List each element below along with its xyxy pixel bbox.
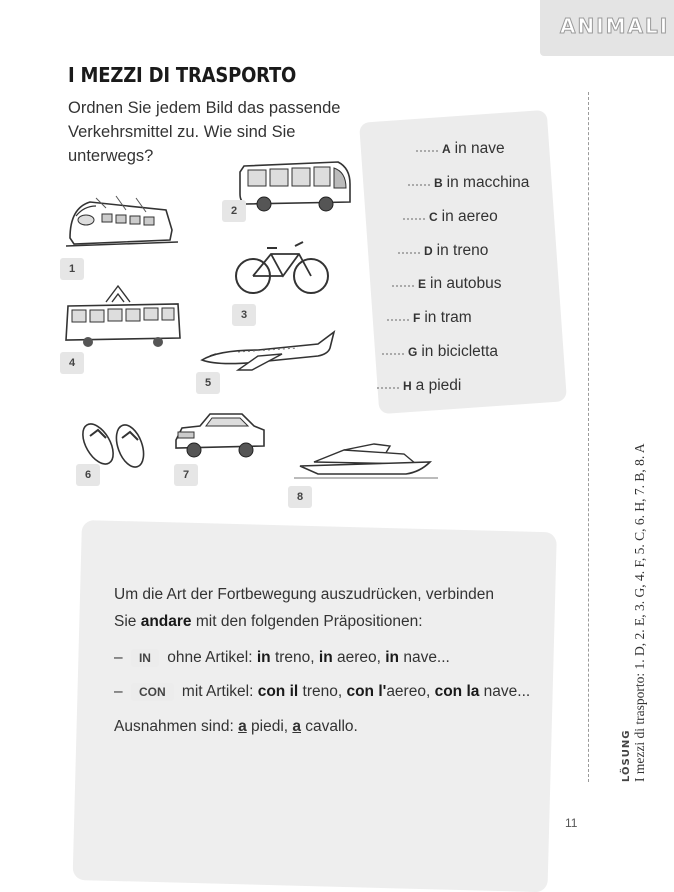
picture-number: 6: [76, 464, 100, 486]
option-a: A in nave: [416, 140, 505, 158]
answer-blank[interactable]: [377, 383, 399, 389]
answer-blank[interactable]: [392, 281, 414, 287]
answer-blank[interactable]: [387, 315, 409, 321]
answer-blank[interactable]: [403, 214, 425, 220]
page-title: I MEZZI DI TRASPORTO: [68, 63, 297, 87]
picture-number: 8: [288, 486, 312, 508]
info-in-rule: – IN ohne Artikel: in treno, in aereo, in nave...: [114, 649, 450, 666]
info-exceptions: Ausnahmen sind: a piedi, a cavallo.: [114, 718, 358, 735]
option-f: F in tram: [387, 309, 472, 327]
tram-icon: [62, 282, 184, 350]
answer-blank[interactable]: [398, 248, 420, 254]
option-c: C in aereo: [403, 208, 498, 226]
sandals-icon: [76, 418, 154, 470]
ship-icon: [294, 440, 438, 482]
picture-number: 3: [232, 304, 256, 326]
answer-blank[interactable]: [416, 146, 438, 152]
option-h: H a piedi: [377, 377, 461, 395]
page-number: 11: [565, 816, 578, 830]
info-line-1: Um die Art der Fortbewegung auszudrücken, verbinden: [114, 586, 494, 603]
solution-divider: [588, 92, 589, 782]
info-con-rule: – CON mit Artikel: con il treno, con l'aereo, con la nave...: [114, 683, 531, 700]
bicycle-icon: [233, 236, 331, 298]
option-d: D in treno: [398, 242, 488, 260]
train-icon: [66, 190, 178, 250]
info-line-2: Sie andare mit den folgenden Präpositionen:: [114, 613, 423, 630]
car-icon: [172, 410, 268, 460]
keyword-in: IN: [131, 649, 159, 667]
section-tab-label: ANIMALI: [560, 14, 670, 38]
picture-number: 7: [174, 464, 198, 486]
solution-block: [621, 443, 648, 782]
airplane-icon: [198, 330, 340, 372]
picture-number: 1: [60, 258, 84, 280]
picture-number: 4: [60, 352, 84, 374]
option-b: B in macchina: [408, 174, 529, 192]
answer-blank[interactable]: [382, 349, 404, 355]
picture-number: 5: [196, 372, 220, 394]
option-e: E in autobus: [392, 275, 502, 293]
solution-label: LÖSUNG: [621, 729, 632, 782]
picture-number: 2: [222, 200, 246, 222]
grammar-info-box: [73, 520, 557, 892]
keyword-con: CON: [131, 683, 174, 701]
instruction-text: Ordnen Sie jedem Bild das passende Verkehrsmittel zu. Wie sind Sie unterwegs?: [68, 99, 341, 165]
bus-icon: [238, 158, 354, 214]
answer-blank[interactable]: [408, 180, 430, 186]
section-tab: [540, 0, 674, 56]
option-g: G in bicicletta: [382, 343, 498, 361]
solution-text: I mezzi di trasporto: 1. D, 2. E, 3. G, 4. F, 5. C, 6. H, 7. B, 8. A: [632, 443, 647, 782]
